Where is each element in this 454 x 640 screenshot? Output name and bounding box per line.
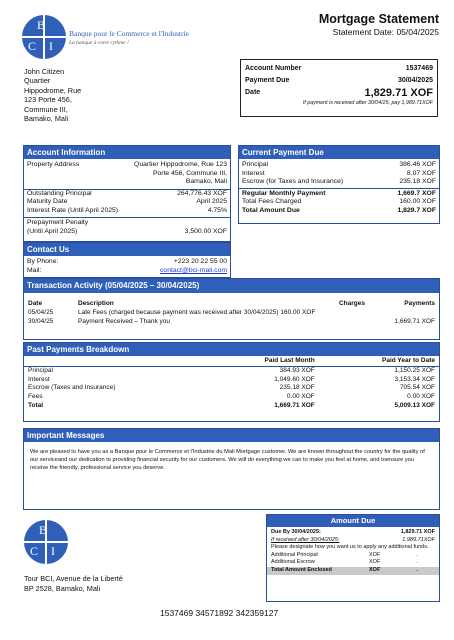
- penalty-label: Prepayment Penalty: [27, 219, 89, 226]
- pp-label: Interest: [28, 375, 50, 383]
- after-label: If received after 30/04/2025:: [271, 536, 340, 543]
- table-row: [24, 376, 439, 385]
- email-link[interactable]: contact@bci-mali.com: [160, 266, 227, 274]
- fees-label: Total Fees Charged: [242, 198, 302, 205]
- transaction-activity-panel: [23, 278, 440, 340]
- important-messages-heading: Important Messages: [24, 429, 439, 442]
- additional-escrow-input[interactable]: .: [416, 559, 418, 566]
- txn-description: Late Fees (charged because payment was received after 30/04/2025): [78, 308, 279, 316]
- col-date: Date: [28, 300, 43, 307]
- customer-line: Quartier: [24, 76, 51, 86]
- statement-date: Statement Date: 05/04/2025: [332, 27, 439, 37]
- designate-note: Please designate how you want us to apply any additional funds.: [271, 544, 429, 551]
- important-messages-panel: [23, 428, 440, 510]
- customer-line: John Citizen: [24, 67, 65, 76]
- date-label: Date: [245, 89, 261, 96]
- penalty-value: 3,500.00 XOF: [184, 227, 227, 235]
- total-enclosed-input[interactable]: .: [416, 566, 418, 573]
- bank-logo-footer: [24, 520, 68, 564]
- col-paid-last-month: Paid Last Month: [264, 357, 315, 364]
- logo-letter-i: I: [49, 39, 53, 53]
- cp-principal-value: 386.46 XOF: [399, 161, 436, 168]
- logo-letter-c: C: [30, 544, 39, 558]
- additional-principal-input[interactable]: .: [416, 551, 418, 558]
- pp-last: 0.00 XOF: [286, 393, 315, 401]
- table-row: [24, 384, 439, 393]
- footer-address: [24, 574, 123, 593]
- pp-last: 235.18 XOF: [279, 384, 315, 392]
- txn-description: Payment Received – Thank you: [78, 317, 171, 325]
- table-row: [24, 318, 439, 327]
- rate-label: Interest Rate (Until April 2025): [27, 206, 119, 214]
- pp-last: 1,669.71 XOF: [274, 401, 315, 409]
- regular-payment-value: 1,669.7 XOF: [397, 189, 436, 197]
- fees-value: 160.00 XOF: [399, 198, 436, 205]
- total-due-label: Total Amount Due: [242, 206, 300, 214]
- current-payment-panel: [238, 145, 440, 224]
- account-number-label: Account Number: [245, 65, 302, 72]
- maturity-label: Maturity Date: [27, 198, 68, 205]
- pp-last: 384.93 XOF: [279, 366, 315, 374]
- cp-escrow-value: 235.18 XOF: [399, 178, 436, 185]
- logo-letter-i: I: [51, 544, 55, 558]
- pp-label: Fees: [28, 393, 43, 401]
- pp-last: 1,049.60 XOF: [274, 375, 315, 383]
- customer-line: Hippodrome, Rue: [24, 85, 82, 95]
- txn-payments: 1,669.71 XOF: [394, 317, 435, 325]
- txn-date: 05/04/25: [28, 308, 54, 316]
- customer-line: Commune III,: [24, 104, 68, 114]
- past-payments-table: [24, 357, 439, 411]
- scan-line-code: 1537469 34571892 342359127: [160, 608, 279, 618]
- additional-escrow-label: Additional Escrow: [271, 559, 315, 566]
- transaction-table: [24, 300, 439, 326]
- account-information-heading: Account Information: [24, 146, 230, 159]
- txn-payments: [369, 309, 439, 318]
- message-body: We are pleased to have you as a Banque pour le Commerce et l'Industrie du Mali Mortgage customer. We are known throughout the country for the quality of our serviceand our dedication to providing financial security for our customers. We will do everything we can to make you feel at home, and toensure you receive the friendly, professional service you deserve.: [30, 449, 425, 471]
- table-row: [24, 367, 439, 376]
- pp-ytd: 1,150.25 XOF: [394, 366, 435, 374]
- amount-due-heading: Amount Due: [267, 515, 439, 527]
- txn-charges: 160.00 XOF: [280, 308, 316, 316]
- pp-ytd: 5,009.13 XOF: [394, 401, 435, 409]
- pp-label: Total: [28, 401, 44, 409]
- col-description: Description: [78, 300, 114, 307]
- maturity-value: April 2025: [196, 198, 227, 205]
- mail-label: Mail:: [27, 266, 42, 274]
- contact-heading: Contact Us: [24, 243, 230, 256]
- account-information-panel: [23, 145, 231, 242]
- bank-logo: [22, 15, 66, 59]
- col-payments: Payments: [404, 300, 435, 307]
- customer-line: Bamako, Mali: [24, 114, 69, 124]
- customer-line: 123 Porte 456,: [24, 95, 72, 105]
- due-by-label: Due By 30/04/2025:: [271, 529, 321, 535]
- regular-payment-label: Regular Monthly Payment: [242, 189, 326, 197]
- txn-charges: [309, 318, 369, 327]
- additional-principal-label: Additional Principal: [271, 551, 318, 558]
- property-address-value: Quartier Hippodrome, Rue 123 Porte 456, Commune III, Bamako, Mali: [134, 161, 227, 185]
- additional-escrow-currency: XOF: [369, 559, 381, 566]
- after-value: 1,989.71XOF: [402, 536, 435, 543]
- past-payments-panel: [23, 342, 440, 422]
- account-summary-box: [240, 59, 438, 117]
- amount-due-box: [266, 514, 440, 602]
- additional-principal-currency: XOF: [369, 551, 381, 558]
- past-payments-heading: Past Payments Breakdown: [24, 343, 439, 356]
- total-due-value: 1,829.7 XOF: [397, 206, 436, 214]
- cp-escrow-label: Escrow (for Taxes and Insurance): [242, 178, 344, 185]
- table-row: [24, 402, 439, 411]
- customer-address: [24, 67, 81, 123]
- pp-ytd: 0.00 XOF: [407, 393, 435, 401]
- txn-date: 30/04/25: [28, 317, 54, 325]
- logo-letter-c: C: [28, 39, 37, 53]
- col-paid-ytd: Paid Year to Date: [382, 357, 435, 364]
- logo-letter-b: B: [37, 18, 46, 32]
- payment-due-label: Payment Due: [245, 77, 290, 84]
- logo-letter-b: B: [39, 523, 48, 537]
- late-payment-note: If payment is received after 30/04/25, pay 1,989.71XOF: [302, 100, 433, 106]
- cp-interest-value: 8.07 XOF: [406, 169, 436, 177]
- contact-panel: [23, 242, 231, 278]
- due-by-value: 1,829.71 XOF: [400, 529, 435, 535]
- page-title: Mortgage Statement: [318, 12, 439, 26]
- total-enclosed-label: Total Amount Enclosed: [271, 566, 332, 573]
- pp-ytd: 705.54 XOF: [399, 384, 435, 392]
- current-payment-heading: Current Payment Due: [239, 146, 439, 159]
- principal-value: 264,776.43 XOF: [177, 189, 227, 197]
- pp-ytd: 3,153.34 XOF: [394, 375, 435, 383]
- rate-value: 4.75%: [207, 206, 227, 214]
- property-address-label: Property Address: [27, 161, 80, 168]
- footer-address-line: Tour BCI, Avenue de la Liberté: [24, 574, 123, 583]
- cp-principal-label: Principal: [242, 161, 269, 168]
- principal-label: Outstanding Principal: [27, 189, 92, 197]
- cp-interest-label: Interest: [242, 169, 265, 177]
- transaction-heading: Transaction Activity (05/04/2025 – 30/04/2025): [24, 279, 439, 293]
- col-charges: Charges: [338, 300, 365, 307]
- phone-number: +223 20 22 55 00: [173, 258, 227, 265]
- phone-label: By Phone:: [27, 258, 59, 265]
- amount-due-total: 1,829.71 XOF: [364, 87, 433, 99]
- table-row: [24, 393, 439, 402]
- pp-label: Escrow (Taxes and Insurance): [28, 384, 116, 392]
- table-row: [24, 309, 439, 318]
- payment-due-date: 30/04/2025: [397, 77, 433, 84]
- penalty-period: (Until April 2025): [27, 227, 78, 235]
- footer-address-line: BP 2528, Bamako, Mali: [24, 583, 101, 593]
- col-blank: [24, 357, 204, 366]
- account-number: 1537469: [405, 65, 433, 72]
- total-enclosed-currency: XOF: [369, 566, 381, 573]
- pp-label: Principal: [28, 366, 53, 374]
- bank-name: Banque pour le Commerce et l'Industrie: [69, 29, 189, 38]
- bank-tagline: La banque à votre rythme !: [69, 40, 129, 46]
